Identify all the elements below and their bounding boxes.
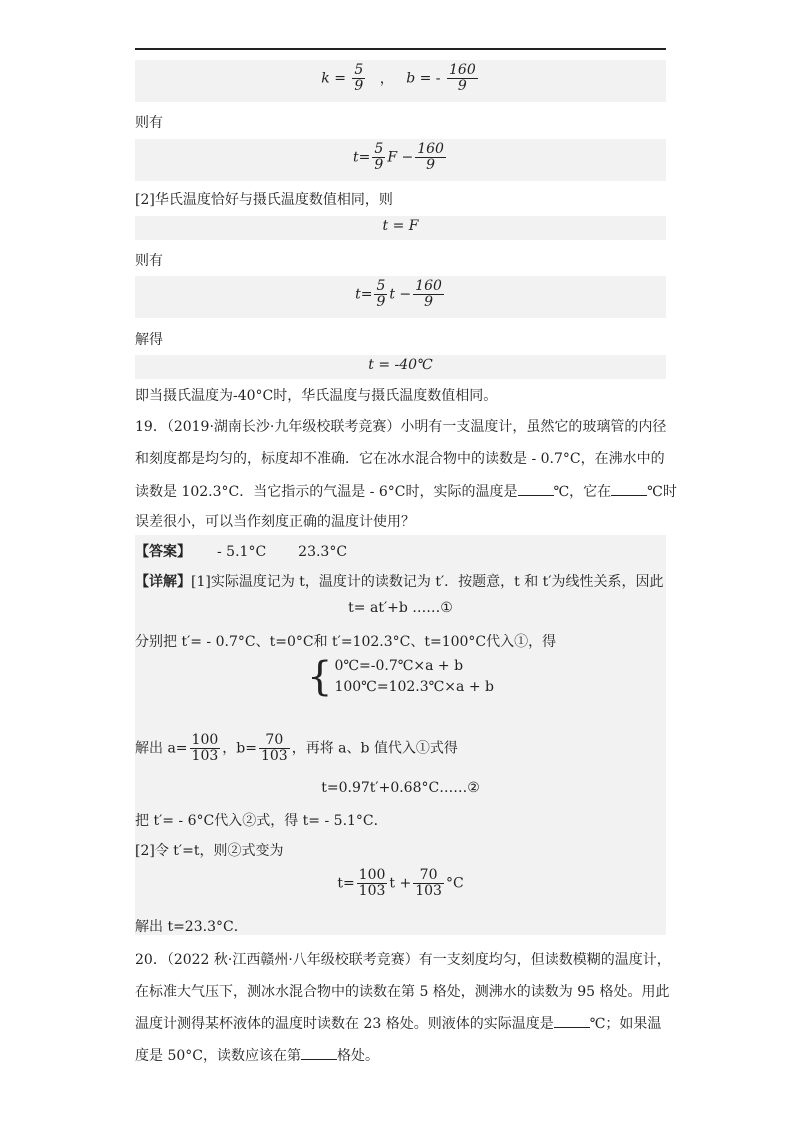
q20-line1: 20．（2022 秋·江西赣州·八年级校联考竞赛）有一支刻度均匀，但读数模糊的温度计，	[135, 952, 671, 968]
q19-line3: 读数是 102.3°C．当它指示的气温是 - 6°C时，实际的温度是 ℃，它在 ℃时	[135, 481, 677, 502]
text-solve-1: 解得	[135, 332, 163, 348]
q19-line4: 误差很小，可以当作刻度正确的温度计使用？	[135, 514, 415, 530]
detail-19-line2: 分别把 t′= - 0.7°C、t=0°C和 t′=102.3°C、t=100°C代入①，得	[135, 634, 557, 650]
q20-line2: 在标准大气压下，测冰水混合物中的读数在第 5 格处，测沸水的读数为 95 格处。用此	[135, 984, 670, 1000]
q20-line3: 温度计测得某杯液体的温度时读数在 23 格处。则液体的实际温度是 ℃；如果温	[135, 1013, 661, 1034]
detail-19-line5: 解出 t=23.3°C．	[135, 919, 248, 935]
brace-icon: {	[307, 654, 333, 700]
answer-19: 【答案】 - 5.1°C 23.3°C	[135, 544, 348, 560]
q20-line4: 度是 50°C，读数应该在第 格处。	[135, 1045, 379, 1066]
answer-blank	[518, 481, 554, 496]
detail-19-line1: 【详解】[1]实际温度记为 t，温度计的读数记为 t′．按题意，t 和 t′为线性关系，因此	[135, 574, 664, 590]
detail-19-line3: 把 t′= - 6°C代入②式，得 t= - 5.1°C．	[135, 813, 388, 829]
answer-blank	[301, 1045, 337, 1060]
detail-19-eq3: t= $\frac{100}{103}$ t + $\frac{70}{103}$ °C	[337, 867, 464, 899]
text-then-2: 则有	[135, 253, 163, 269]
answer-blank	[611, 481, 647, 496]
answer-blank	[554, 1013, 590, 1028]
detail-19-eq2: t=0.97t′+0.68°C……②	[321, 780, 480, 796]
equation-k-b: k = $\frac{5}{9}$ ， b = - $\frac{160}{9}$	[321, 62, 476, 94]
equation-t-t: t= $\frac{5}{9}$ t − $\frac{160}{9}$	[355, 278, 442, 310]
q19-line1: 19．（2019·湖南长沙·九年级校联考竞赛）小明有一支温度计，虽然它的玻璃管的内径	[135, 419, 667, 435]
fraction: $\frac{5}{9}$	[354, 62, 364, 94]
header-rule	[135, 48, 666, 50]
detail-19-line4: [2]令 t′=t，则②式变为	[135, 843, 284, 859]
q19-line2: 和刻度都是均匀的，标度却不准确．它在冰水混合物中的读数是 - 0.7°C，在沸水中的	[135, 451, 665, 467]
equation-t-minus40: t = -40℃	[368, 357, 433, 373]
text-conclusion: 即当摄氏温度为-40°C时，华氏温度与摄氏温度数值相同。	[135, 388, 498, 404]
detail-19-solve: 解出 a= $\frac{100}{103}$ ，b= $\frac{70}{103}$ ，再将 a、b 值代入①式得	[135, 732, 458, 764]
detail-19-eq1: t= at′+b ……①	[348, 600, 453, 616]
text-part2: [2]华氏温度恰好与摄氏温度数值相同，则	[135, 192, 393, 208]
equation-system: { 0℃=-0.7℃×a + b 100℃=102.3℃×a + b	[307, 654, 494, 700]
text-then-1: 则有	[135, 115, 163, 131]
equation-t-eq-F: t = F	[382, 218, 419, 234]
fraction: $\frac{160}{9}$	[449, 62, 476, 94]
equation-t-F: t= $\frac{5}{9}$ F − $\frac{160}{9}$	[353, 141, 444, 173]
